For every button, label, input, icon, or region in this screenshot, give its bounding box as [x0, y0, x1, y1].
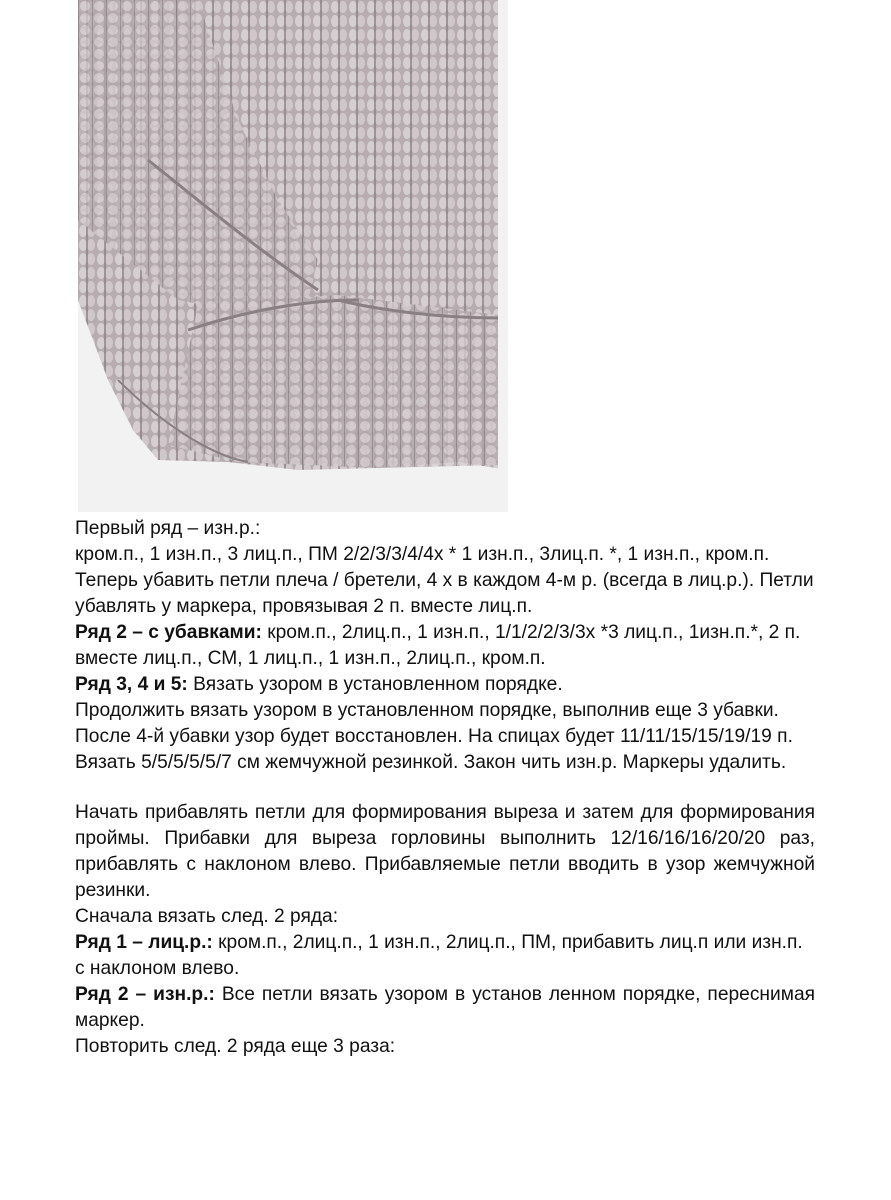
continue-paragraph: Продолжить вязать узором в установленном порядке, выполнив еще 3 убавки. [75, 700, 779, 721]
row2-ws-label: Ряд 2 – изн.р.: [75, 984, 215, 1005]
repeat-paragraph: Повторить след. 2 ряда еще 3 раза: [75, 1036, 396, 1057]
decrease-intro: Теперь убавить петли плеча / бретели, 4 х в каждом 4-м р. (всегда в лиц.р.). Петли убавлять у маркера, провязывая 2 п. вместе лиц.п. [75, 570, 814, 617]
row2-ws-text: Все петли вязать узором в установ ленном порядке, переснимая маркер. [75, 984, 816, 1031]
rows345-label: Ряд 3, 4 и 5: [75, 674, 188, 695]
row1-rs-instructions [75, 930, 815, 982]
row2-ws-instructions [75, 982, 815, 1034]
row1-heading: Первый ряд – изн.р.: [75, 518, 261, 539]
knitted-fabric-photo [78, 0, 508, 512]
row1-rs-text: кром.п., 2лиц.п., 1 изн.п., 2лиц.п., ПМ, прибавить лиц.п или изн.п. с наклоном влево. [75, 932, 803, 979]
row1-instructions: кром.п., 1 изн.п., 3 лиц.п., ПМ 2/2/3/3/4/4х * 1 изн.п., 3лиц.п. *, 1 изн.п., кром.п. [75, 544, 770, 565]
row2-text: кром.п., 2лиц.п., 1 изн.п., 1/1/2/2/3/3х *3 лиц.п., 1изн.п.*, 2 п. вместе лиц.п., СМ, 1 лиц.п., 1 изн.п., 2лиц.п., кром.п. [75, 622, 801, 669]
pattern-restored-paragraph: После 4-й убавки узор будет восстановлен. На спицах будет 11/11/15/15/19/19 п. [75, 726, 793, 747]
knit-photo-svg [78, 0, 508, 512]
neckline-increase-paragraph: Начать прибавлять петли для формирования выреза и затем для формирования проймы. Прибавки для выреза горловины выполнить 12/16/16/16/20/20 раз, прибавлять с наклоном влево. Прибавляемые петли вводить в узор жемчужной резинки. [75, 802, 815, 901]
pearl-rib-paragraph: Вязать 5/5/5/5/5/7 см жемчужной резинкой. Закон чить изн.р. Маркеры удалить. [75, 752, 787, 773]
row2-instructions [75, 620, 815, 672]
spacer [75, 776, 815, 800]
row1-rs-label: Ряд 1 – лиц.р.: [75, 932, 213, 953]
pattern-instructions [75, 516, 815, 1060]
rows345-instructions [75, 672, 815, 698]
first-two-rows-paragraph: Сначала вязать след. 2 ряда: [75, 906, 339, 927]
row2-label: Ряд 2 – с убавками: [75, 622, 262, 643]
rows345-text: Вязать узором в установленном порядке. [187, 674, 563, 695]
